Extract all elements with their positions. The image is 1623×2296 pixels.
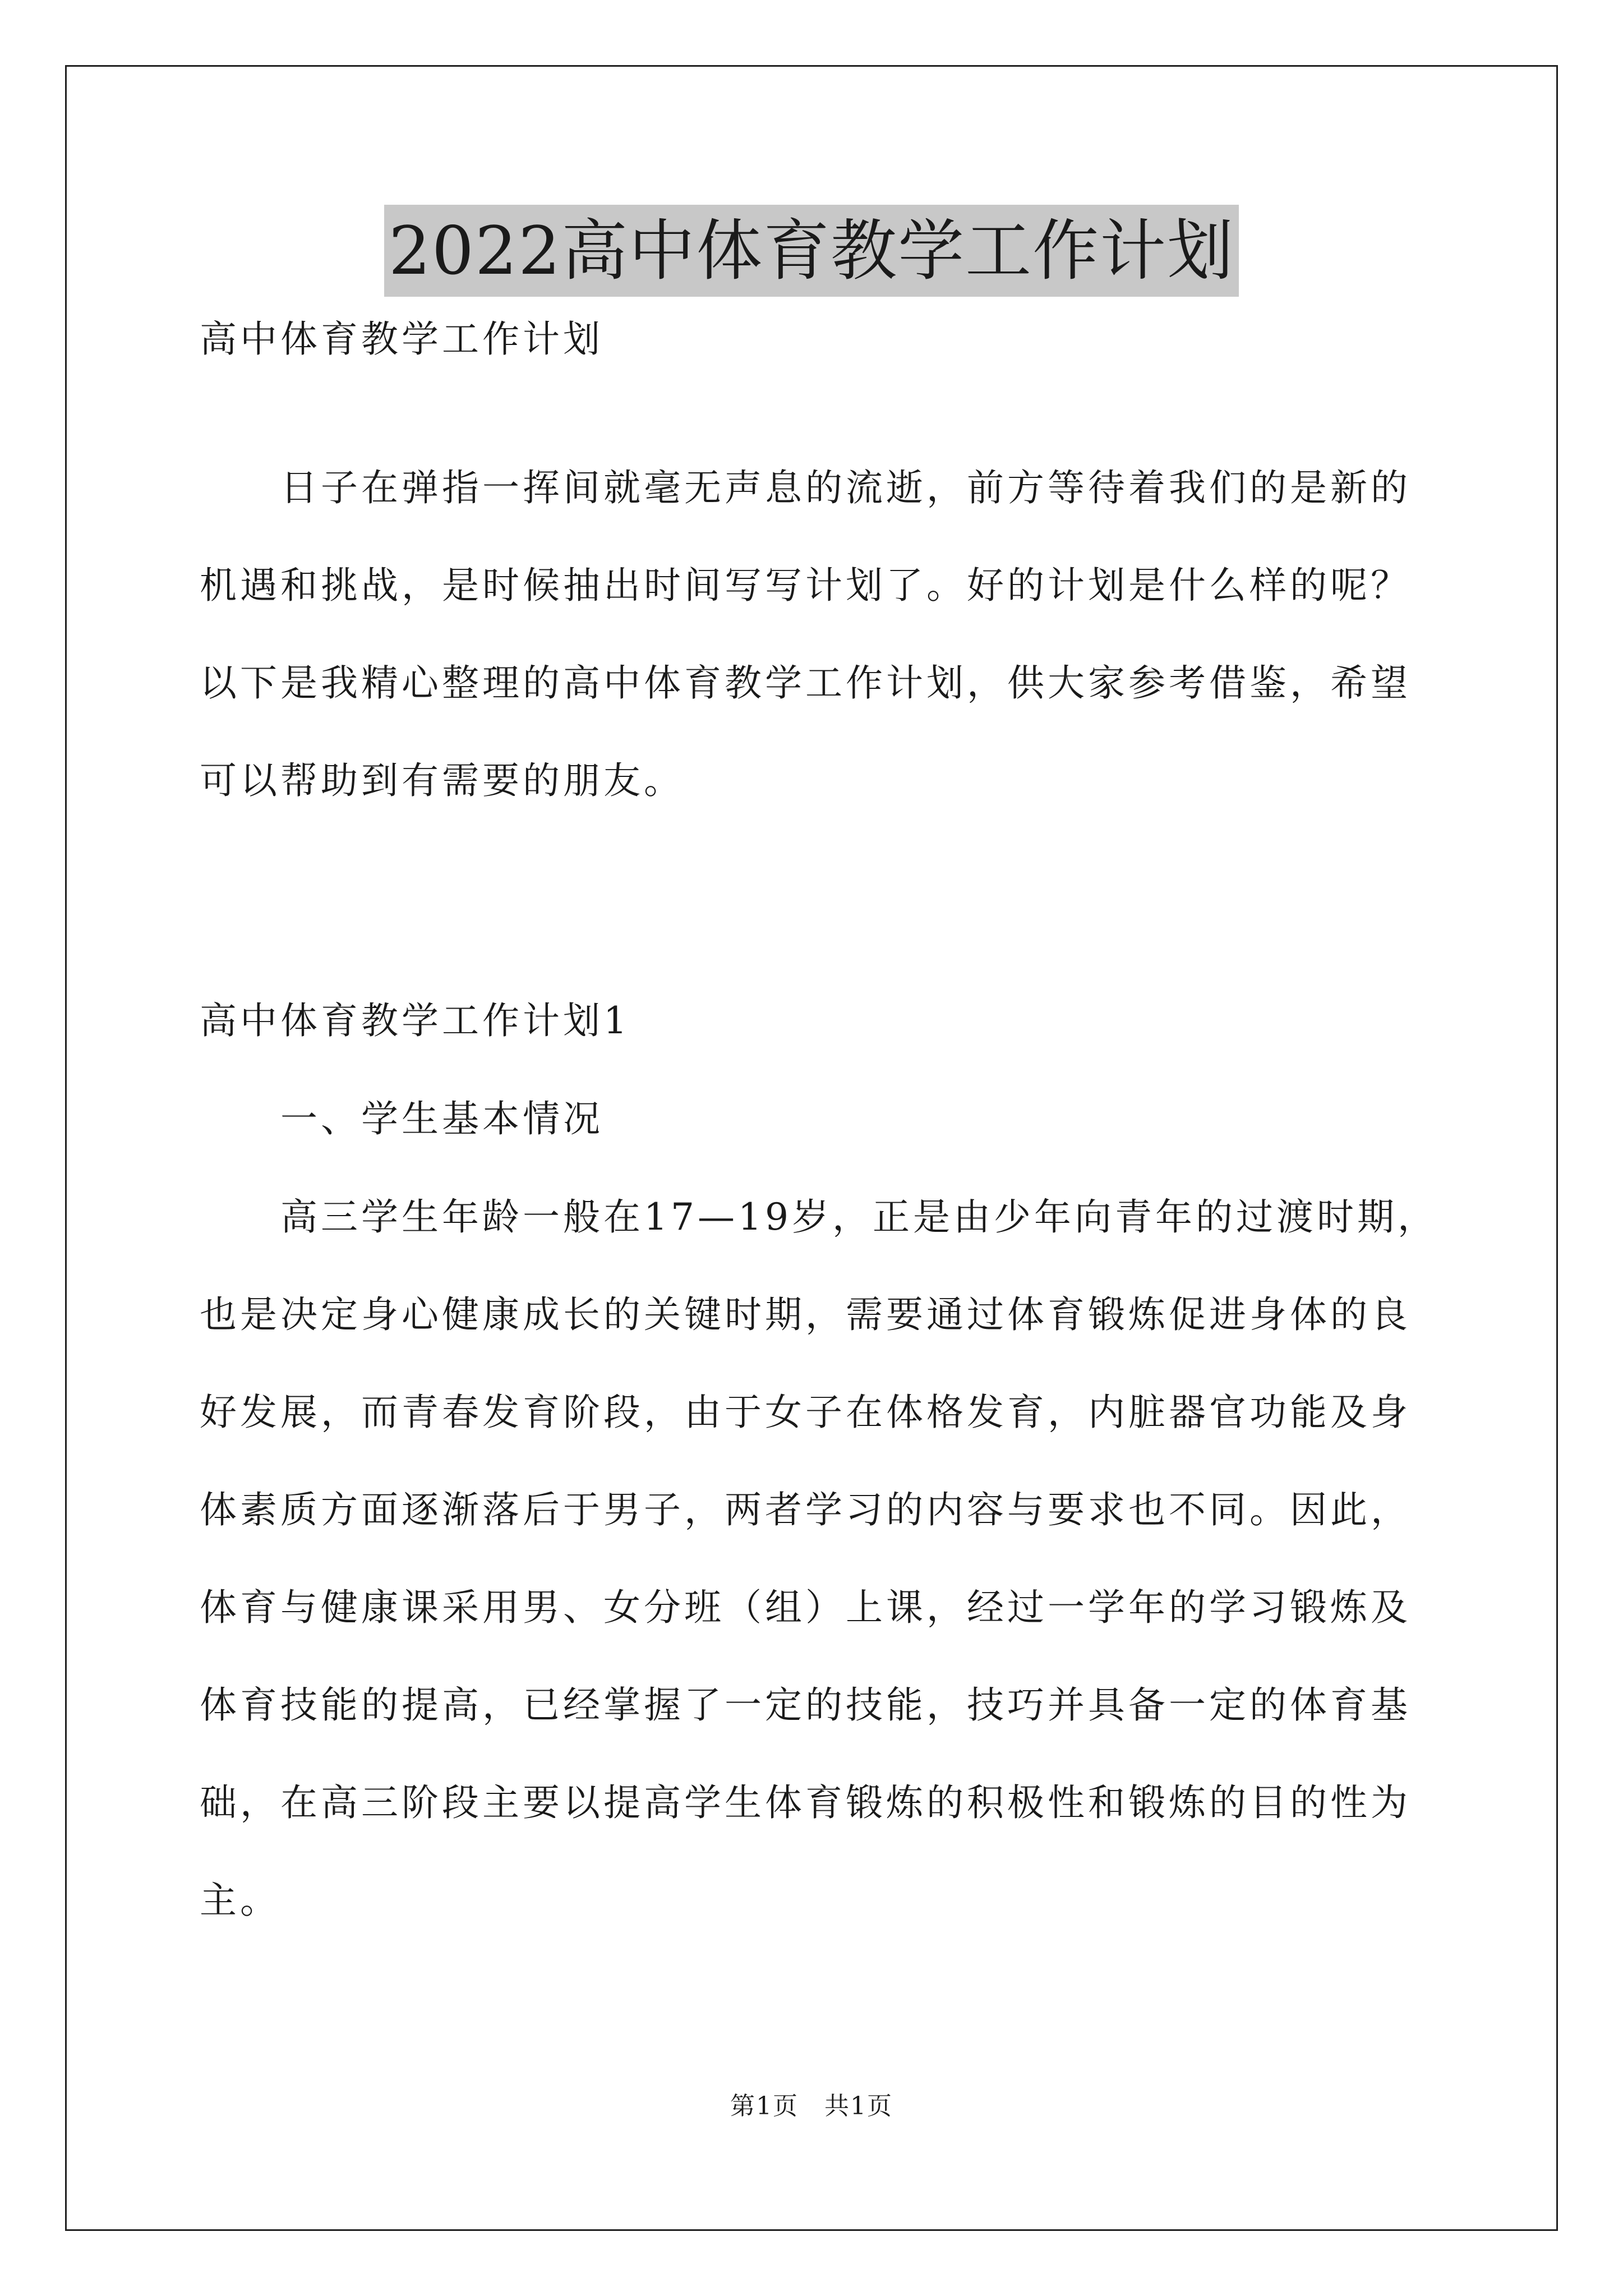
intro-line: 日子在弹指一挥间就毫无声息的流逝，前方等待着我们的是新的 bbox=[200, 466, 1411, 509]
body-line: 好发展，而青春发育阶段，由于女子在体格发育，内脏器官功能及身 bbox=[200, 1391, 1411, 1434]
page-border bbox=[65, 65, 1558, 2231]
section-heading: 一、学生基本情况 bbox=[200, 1097, 603, 1140]
body-line: 础，在高三阶段主要以提高学生体育锻炼的积极性和锻炼的目的性为 bbox=[200, 1781, 1411, 1824]
section-title: 高中体育教学工作计划1 bbox=[200, 999, 630, 1042]
body-line: 体育与健康课采用男、女分班（组）上课，经过一学年的学习锻炼及 bbox=[200, 1586, 1411, 1629]
page-footer: 第1页 共1页 bbox=[730, 2092, 893, 2120]
body-line: 也是决定身心健康成长的关键时期，需要通过体育锻炼促进身体的良 bbox=[200, 1293, 1411, 1336]
intro-line: 机遇和挑战，是时候抽出时间写写计划了。好的计划是什么样的呢？ bbox=[200, 564, 1411, 607]
body-line: 高三学生年龄一般在17—19岁，正是由少年向青年的过渡时期， bbox=[200, 1195, 1438, 1239]
title-container bbox=[0, 205, 1623, 297]
document-title: 2022高中体育教学工作计划 bbox=[384, 205, 1239, 297]
body-line: 体育技能的提高，已经掌握了一定的技能，技巧并具备一定的体育基 bbox=[200, 1683, 1411, 1727]
subtitle: 高中体育教学工作计划 bbox=[200, 318, 603, 361]
body-line: 体素质方面逐渐落后于男子，两者学习的内容与要求也不同。因此， bbox=[200, 1488, 1411, 1531]
body-line: 主。 bbox=[200, 1879, 280, 1922]
intro-line: 可以帮助到有需要的朋友。 bbox=[200, 759, 684, 802]
intro-line: 以下是我精心整理的高中体育教学工作计划，供大家参考借鉴，希望 bbox=[200, 661, 1411, 705]
